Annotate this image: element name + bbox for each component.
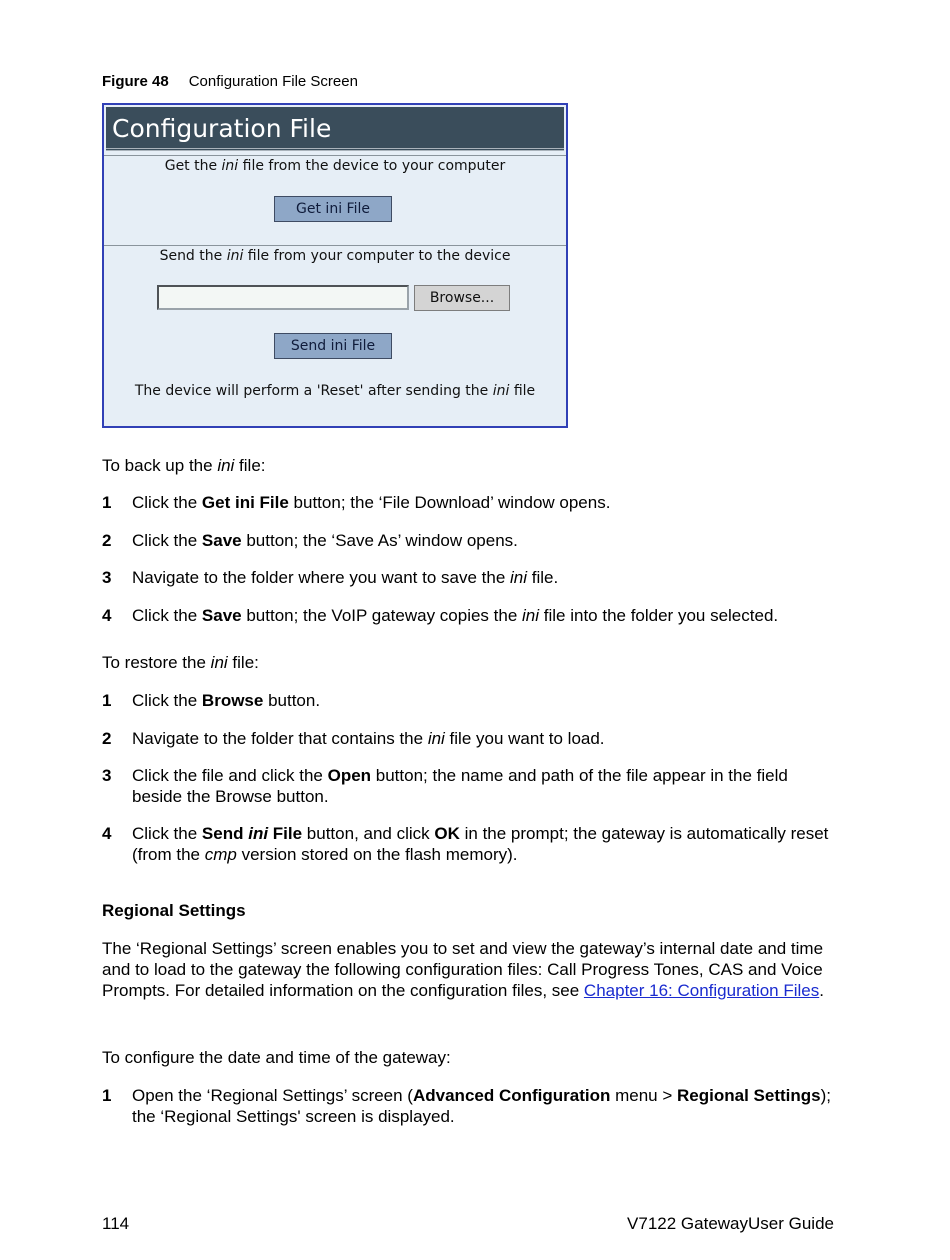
configuration-file-panel	[102, 103, 568, 428]
figure-title: Configuration File Screen	[188, 73, 358, 90]
regional-intro: To configure the date and time of the gateway:	[102, 1048, 451, 1067]
divider	[104, 155, 566, 156]
restore-intro: To restore the ini file:	[102, 653, 259, 672]
document-title: V7122 GatewayUser Guide	[627, 1214, 834, 1233]
divider	[104, 245, 566, 246]
chapter-16-link[interactable]: Chapter 16: Configuration Files	[583, 981, 820, 1000]
file-path-input[interactable]	[157, 285, 409, 310]
panel-title: Configuration File	[106, 107, 564, 151]
figure-label: Figure 48	[102, 73, 169, 90]
browse-button[interactable]: Browse...	[414, 285, 510, 311]
figure-caption	[102, 73, 358, 90]
get-instruction: Get the ini file from the device to your computer	[164, 158, 506, 174]
reset-notice: The device will perform a 'Reset' after sending the ini file	[134, 383, 536, 399]
regional-settings-heading: Regional Settings	[102, 901, 246, 920]
regional-paragraph: The ‘Regional Settings’ screen enables you to set and view the gateway’s internal date and time and to load to the gateway the following configuration files: Call Progress Tones, CAS and Voice Prompts. For detailed information on the configuration files, see Chapter 16: Configuration Files.	[102, 939, 824, 1000]
backup-intro: To back up the ini file:	[102, 456, 266, 475]
send-ini-file-button[interactable]: Send ini File	[274, 333, 392, 359]
get-ini-file-button[interactable]: Get ini File	[274, 196, 392, 222]
page-number: 114	[102, 1214, 130, 1233]
send-instruction: Send the ini file from your computer to the device	[159, 248, 511, 264]
